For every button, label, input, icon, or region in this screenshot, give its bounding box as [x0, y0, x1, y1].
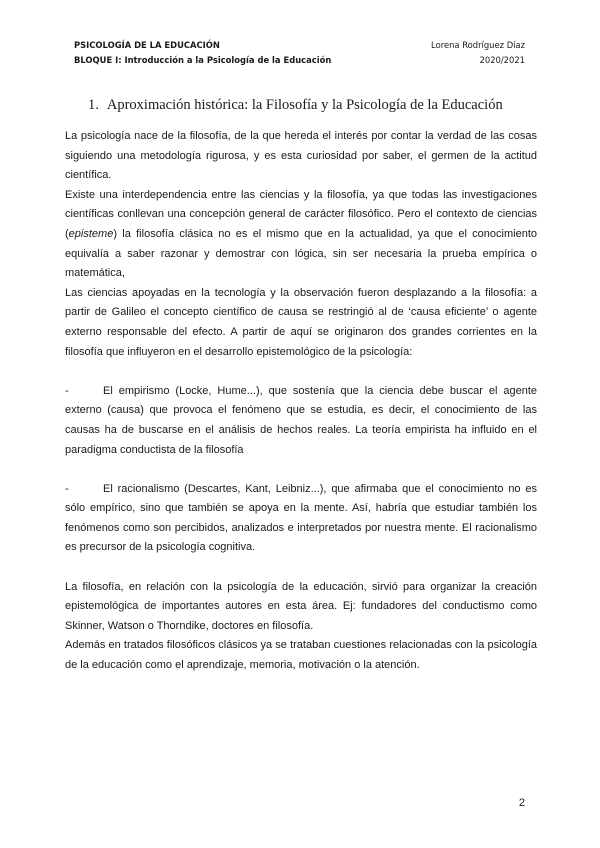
paragraph-2: [65, 186, 537, 284]
bullet-empirismo: [65, 382, 537, 460]
bullet-marker: -: [65, 384, 69, 397]
academic-year: 2020/2021: [479, 55, 525, 65]
body-text: [65, 127, 537, 676]
bullet-marker: -: [65, 482, 69, 495]
paragraph-1: La psicología nace de la filosofía, de la que hereda el interés por contar la verdad de las cosas siguiendo una metodología rigurosa, y es esta curiosidad por saber, el germen de la actitud científica.: [65, 130, 537, 182]
block-title: BLOQUE I: Introducción a la Psicología de la Educación: [74, 55, 332, 65]
paragraph-3: Las ciencias apoyadas en la tecnología y la observación fueron desplazando a la filosofía: a partir de Galileo el concepto científico de causa se restringió al de ‘causa eficiente’ o agente externo responsable del efecto. A partir de aquí se originaron dos grandes corrientes en la filosofía que influyeron en el desarrollo epistemológico de la psicología:: [65, 286, 537, 358]
bullet-text: El racionalismo (Descartes, Kant, Leibniz...), que afirmaba que el conocimiento no es sólo empírico, sino que también se apoya en la mente. Así, habría que estudiar también los fenómenos como son percibidos, analizados e interpretados por nuestra mente. El racionalismo es precursor de la psicología cognitiva.: [65, 482, 537, 554]
paragraph-2-end: ) la filosofía clásica no es el mismo que en la actualidad, ya que el conocimiento equivalía a saber razonar y demostrar con lógica, sin ser necesaria la prueba empírica o matemática,: [65, 227, 537, 280]
section-title: Aproximación histórica: la Filosofía y la Psicología de la Educación: [106, 97, 503, 113]
paragraph-4: La filosofía, en relación con la psicología de la educación, sirvió para organizar la creación epistemológica de importantes autores en esta área. Ej: fundadores del conductismo como Skinner, Watson o Thorndike, doctores en filosofía.: [65, 580, 537, 632]
course-title: PSICOLOGÍA DE LA EDUCACIÓN: [74, 40, 220, 50]
section-number: 1.: [88, 97, 99, 113]
page-header: [74, 38, 525, 68]
author-name: Lorena Rodríguez Díaz: [431, 40, 525, 50]
page-number: 2: [518, 797, 525, 809]
bullet-racionalismo: [65, 480, 537, 558]
paragraph-2-start: Existe una interdependencia entre las ciencias y la filosofía, ya que todas las investigaciones científicas conllevan una concepción general de carácter filosófico. Pero el contexto de ciencias (: [65, 188, 537, 240]
section-heading: [88, 97, 503, 114]
episteme-term: episteme: [68, 227, 114, 240]
bullet-text: El empirismo (Locke, Hume...), que sostenía que la ciencia debe buscar el agente externo (causa) que provoca el fenómeno que se estudia, es decir, el conocimiento de las causas ha de buscarse en el análisis de hechos reales. La teoría empirista ha influido en el paradigma conductista de la filosofía: [65, 384, 537, 456]
paragraph-5: Además en tratados filosóficos clásicos ya se trataban cuestiones relacionadas con la psicología de la educación como el aprendizaje, memoria, motivación o la atención.: [65, 639, 537, 672]
